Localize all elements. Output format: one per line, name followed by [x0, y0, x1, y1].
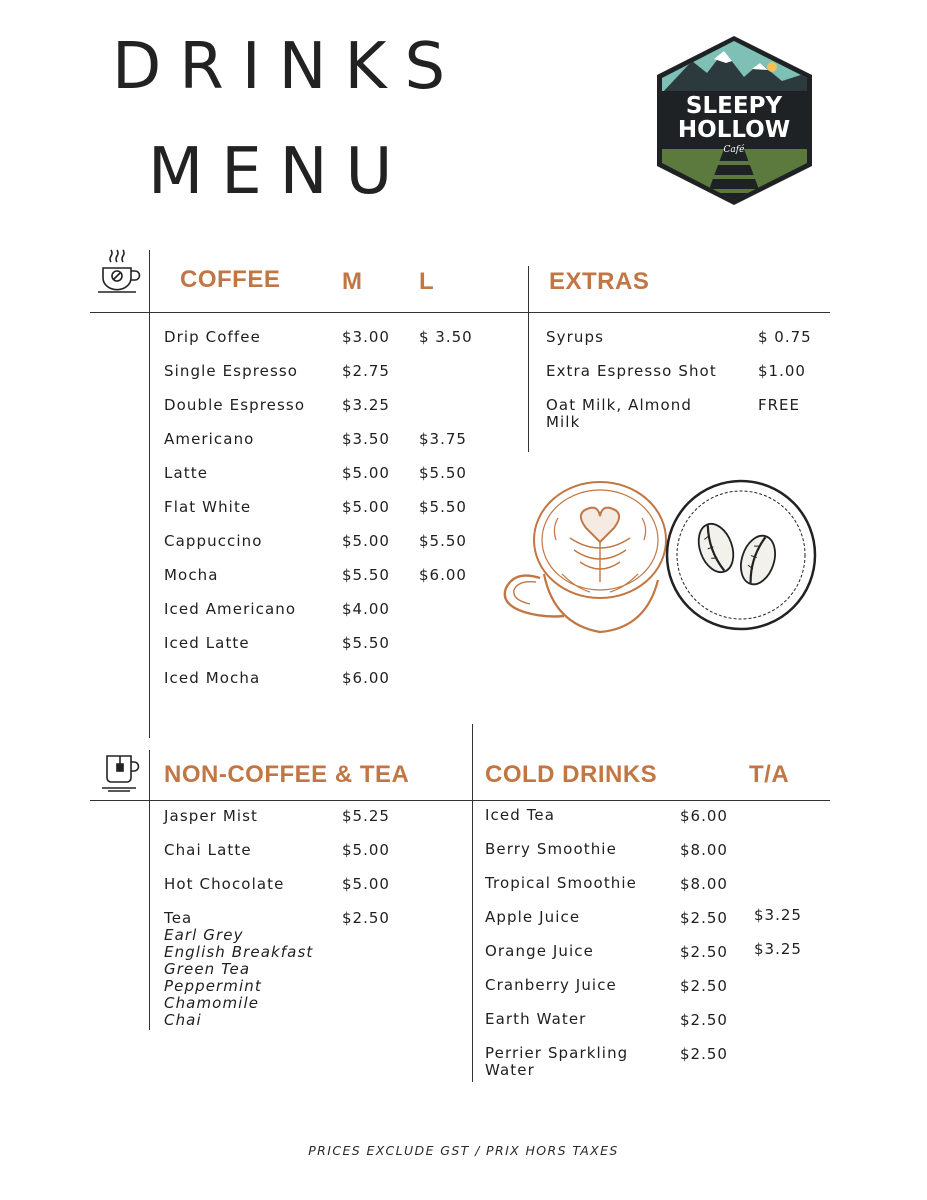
cold-item-price: $8.00 — [680, 875, 728, 893]
coffee-item-m-price: $2.75 — [342, 362, 390, 380]
coffee-item-name: Mocha — [164, 566, 219, 584]
tea-variety: Chai — [164, 1011, 202, 1029]
tea-variety: English Breakfast — [164, 943, 314, 961]
coffee-item-m-price: $3.25 — [342, 396, 390, 414]
cold-item-name: Orange Juice — [485, 942, 594, 960]
cold-item-ta-price: $3.25 — [754, 940, 802, 958]
coffee-item-name: Iced Mocha — [164, 669, 261, 687]
tea-variety: Earl Grey — [164, 926, 244, 944]
extras-item-name: Extra Espresso Shot — [546, 362, 717, 380]
cold-item-price: $2.50 — [680, 1011, 728, 1029]
extras-item-name: Syrups — [546, 328, 605, 346]
coffee-item-name: Drip Coffee — [164, 328, 261, 346]
coffee-item-l-price: $5.50 — [419, 532, 467, 550]
cold-col-takeaway: T/A — [749, 761, 790, 788]
coffee-item-l-price: $ 3.50 — [419, 328, 473, 346]
lower-header-rule — [90, 800, 830, 801]
cold-item-name — [485, 1045, 628, 1079]
extras-item-name-line1: Oat Milk, Almond — [546, 396, 692, 414]
coffee-col-medium: M — [342, 268, 363, 295]
logo-text-hollow: HOLLOW — [677, 117, 791, 143]
noncoffee-item-name: Chai Latte — [164, 841, 252, 859]
cold-item-name: Apple Juice — [485, 908, 581, 926]
coffee-item-l-price: $6.00 — [419, 566, 467, 584]
noncoffee-item-price: $5.25 — [342, 807, 390, 825]
cold-item-name: Earth Water — [485, 1010, 587, 1028]
coffee-vertical-divider — [149, 250, 150, 738]
coffee-item-m-price: $3.50 — [342, 430, 390, 448]
coffee-item-m-price: $5.50 — [342, 634, 390, 652]
cold-item-price: $6.00 — [680, 807, 728, 825]
cold-heading: COLD DRINKS — [485, 761, 658, 788]
cold-item-price: $2.50 — [680, 1045, 728, 1063]
coffee-item-name: Iced Latte — [164, 634, 250, 652]
coffee-item-m-price: $6.00 — [342, 669, 390, 687]
tea-variety: Chamomile — [164, 994, 260, 1012]
logo-text-cafe: Café — [723, 145, 745, 155]
tea-label: Tea — [164, 909, 193, 927]
coffee-item-m-price: $5.00 — [342, 532, 390, 550]
extras-item-name-line2: Milk — [546, 413, 581, 431]
coffee-item-name: Iced Americano — [164, 600, 297, 618]
extras-item-name — [546, 397, 692, 431]
title-line-drinks: DRINKS — [112, 30, 464, 104]
noncoffee-item-tea — [164, 910, 313, 1029]
coffee-item-m-price: $5.50 — [342, 566, 390, 584]
cold-vertical-divider — [472, 724, 473, 1082]
tea-cup-icon — [100, 752, 142, 794]
noncoffee-item-price: $5.00 — [342, 875, 390, 893]
cold-item-name: Tropical Smoothie — [485, 874, 638, 892]
coffee-item-name: Americano — [164, 430, 255, 448]
noncoffee-heading: NON-COFFEE & TEA — [164, 761, 410, 788]
cold-item-name: Cranberry Juice — [485, 976, 617, 994]
coffee-item-name: Latte — [164, 464, 209, 482]
noncoffee-item-price: $2.50 — [342, 909, 390, 927]
coffee-heading: COFFEE — [180, 266, 281, 293]
coffee-item-l-price: $5.50 — [419, 464, 467, 482]
coffee-beans-illustration — [664, 478, 818, 632]
noncoffee-vertical-divider — [149, 750, 150, 1030]
sleepy-hollow-logo — [652, 33, 817, 208]
coffee-item-m-price: $3.00 — [342, 328, 390, 346]
cold-item-price: $2.50 — [680, 943, 728, 961]
coffee-item-m-price: $5.00 — [342, 464, 390, 482]
coffee-col-large: L — [419, 268, 435, 295]
cold-item-price: $2.50 — [680, 977, 728, 995]
coffee-item-l-price: $3.75 — [419, 430, 467, 448]
footer-tax-note: PRICES EXCLUDE GST / PRIX HORS TAXES — [308, 1143, 619, 1158]
coffee-cup-icon — [95, 248, 143, 298]
extras-item-price: $1.00 — [758, 362, 806, 380]
extras-vertical-divider — [528, 266, 529, 452]
latte-art-illustration — [500, 478, 690, 638]
coffee-item-name: Single Espresso — [164, 362, 299, 380]
extras-item-price: $ 0.75 — [758, 328, 812, 346]
title-line-menu: MENU — [148, 135, 411, 209]
coffee-item-name: Cappuccino — [164, 532, 263, 550]
coffee-item-m-price: $5.00 — [342, 498, 390, 516]
cold-item-name-line2: Water — [485, 1061, 535, 1079]
cold-item-name: Iced Tea — [485, 806, 556, 824]
cold-item-price: $8.00 — [680, 841, 728, 859]
extras-heading: EXTRAS — [549, 268, 650, 295]
coffee-item-m-price: $4.00 — [342, 600, 390, 618]
cold-item-ta-price: $3.25 — [754, 906, 802, 924]
extras-item-price: FREE — [758, 396, 801, 414]
noncoffee-item-name: Jasper Mist — [164, 807, 259, 825]
cold-item-price: $2.50 — [680, 909, 728, 927]
coffee-item-name: Double Espresso — [164, 396, 306, 414]
logo-text-sleepy: SLEEPY — [685, 93, 783, 119]
coffee-item-l-price: $5.50 — [419, 498, 467, 516]
cold-item-name-line1: Perrier Sparkling — [485, 1044, 629, 1062]
coffee-header-rule — [90, 312, 830, 313]
tea-variety: Green Tea — [164, 960, 251, 978]
cold-item-name: Berry Smoothie — [485, 840, 617, 858]
noncoffee-item-name: Hot Chocolate — [164, 875, 285, 893]
noncoffee-item-price: $5.00 — [342, 841, 390, 859]
tea-variety: Peppermint — [164, 977, 262, 995]
coffee-item-name: Flat White — [164, 498, 252, 516]
